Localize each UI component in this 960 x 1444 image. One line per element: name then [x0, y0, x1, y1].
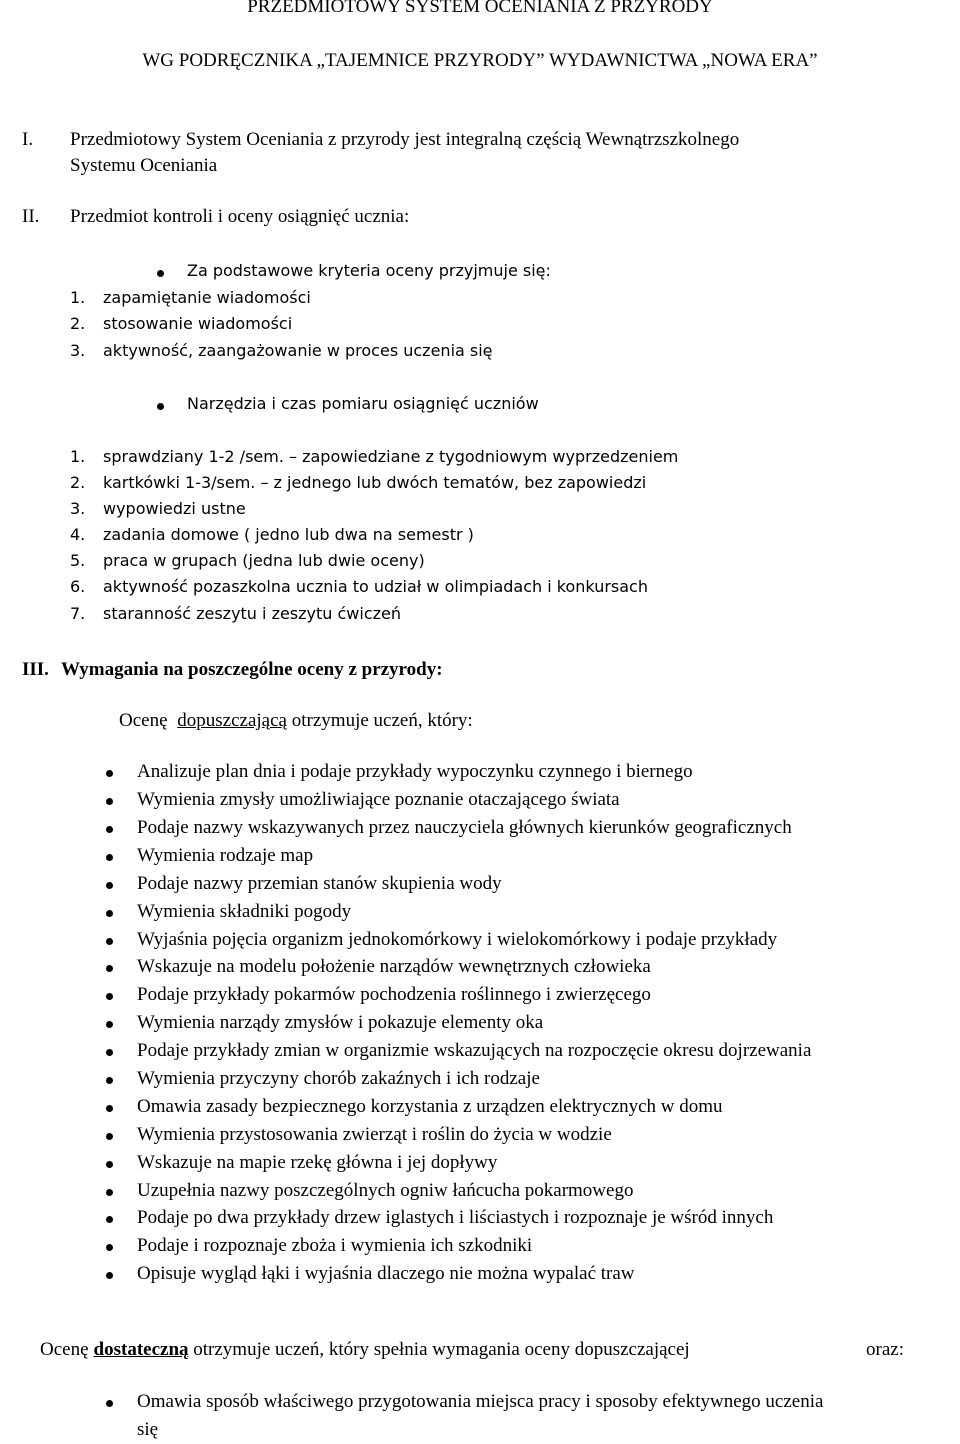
list-item: Podaje po dwa przykłady drzew iglastych i liściastych i rozpoznaje je wśród innych	[137, 1207, 774, 1228]
grade-dostateczna-heading	[40, 1339, 690, 1361]
list-item: Podaje przykłady zmian w organizmie wskazujących na rozpoczęcie okresu dojrzewania	[137, 1040, 812, 1061]
bullet-icon	[157, 270, 164, 277]
section-2-numeral: II.	[22, 206, 40, 227]
bullet-icon	[106, 993, 113, 1000]
bullet-icon	[106, 1216, 113, 1223]
grade-name: dostateczną	[93, 1339, 189, 1360]
list-item: Podaje przykłady pokarmów pochodzenia roślinnego i zwierzęcego	[137, 984, 651, 1005]
list-item: sprawdziany 1-2 /sem. – zapowiedziane z tygodniowym wyprzedzeniem	[103, 447, 679, 466]
bullet-icon	[106, 882, 113, 889]
list-item-number: 1.	[70, 288, 86, 307]
bullet-icon	[106, 1189, 113, 1196]
grade-suffix: otrzymuje uczeń, który spełnia wymagania oceny dopuszczającej	[193, 1339, 690, 1360]
bullet-icon	[106, 938, 113, 945]
grade-suffix: otrzymuje uczeń, który:	[291, 710, 473, 731]
list-item-number: 2.	[70, 314, 86, 333]
list-item: stosowanie wiadomości	[103, 314, 293, 333]
bullet-icon	[157, 403, 164, 410]
list-item: Wskazuje na modelu położenie narządów wewnętrznych człowieka	[137, 956, 651, 977]
list-item: Wskazuje na mapie rzekę główna i jej dopływy	[137, 1152, 498, 1173]
criteria-intro: Za podstawowe kryteria oceny przyjmuje się:	[187, 261, 551, 280]
list-item: zapamiętanie wiadomości	[103, 288, 311, 307]
section-1-text-line1: Przedmiotowy System Oceniania z przyrody jest integralną częścią Wewnątrzszkolnego	[70, 129, 740, 150]
bullet-icon	[106, 826, 113, 833]
section-1-numeral: I.	[22, 129, 34, 150]
bullet-icon	[106, 798, 113, 805]
section-3-heading: Wymagania na poszczególne oceny z przyrody:	[61, 659, 443, 680]
list-item: Podaje nazwy przemian stanów skupienia wody	[137, 873, 502, 894]
list-item-number: 3.	[70, 499, 86, 518]
list-item-number: 6.	[70, 577, 86, 596]
bullet-icon	[106, 965, 113, 972]
list-item: Podaje i rozpoznaje zboża i wymienia ich szkodniki	[137, 1235, 533, 1256]
list-item: zadania domowe ( jedno lub dwa na semestr )	[103, 525, 474, 544]
list-item-number: 4.	[70, 525, 86, 544]
list-item-number: 5.	[70, 551, 86, 570]
list-item: Podaje nazwy wskazywanych przez nauczyciela głównych kierunków geograficznych	[137, 817, 792, 838]
grade-prefix: Ocenę	[40, 1339, 89, 1360]
tools-intro: Narzędzia i czas pomiaru osiągnięć uczniów	[187, 394, 539, 413]
bullet-icon	[106, 1049, 113, 1056]
list-item-number: 2.	[70, 473, 86, 492]
grade-name: dopuszczającą	[177, 710, 287, 731]
page-title: PRZEDMIOTOWY SYSTEM OCENIANIA Z PRZYRODY	[247, 0, 713, 17]
list-item: wypowiedzi ustne	[103, 499, 246, 518]
bullet-icon	[106, 1161, 113, 1168]
list-item: Uzupełnia nazwy poszczególnych ogniw łańcucha pokarmowego	[137, 1180, 634, 1201]
list-item-continuation: się	[137, 1419, 159, 1440]
list-item: praca w grupach (jedna lub dwie oceny)	[103, 551, 425, 570]
list-item: Wymienia składniki pogody	[137, 901, 352, 922]
list-item-number: 1.	[70, 447, 86, 466]
list-item: Wymienia zmysły umożliwiające poznanie otaczającego świata	[137, 789, 620, 810]
list-item: Wymienia narządy zmysłów i pokazuje elementy oka	[137, 1012, 544, 1033]
list-item: Analizuje plan dnia i podaje przykłady wypoczynku czynnego i biernego	[137, 761, 693, 782]
list-item: staranność zeszytu i zeszytu ćwiczeń	[103, 604, 402, 623]
list-item: aktywność pozaszkolna ucznia to udział w olimpiadach i konkursach	[103, 577, 648, 596]
grade-suffix-oraz: oraz:	[866, 1339, 904, 1360]
section-2-heading: Przedmiot kontroli i oceny osiągnięć ucznia:	[70, 206, 410, 227]
list-item: Wyjaśnia pojęcia organizm jednokomórkowy i wielokomórkowy i podaje przykłady	[137, 929, 778, 950]
list-item: Wymienia przystosowania zwierząt i roślin do życia w wodzie	[137, 1124, 612, 1145]
list-item-number: 3.	[70, 341, 86, 360]
list-item: Omawia zasady bezpiecznego korzystania z urządzen elektrycznych w domu	[137, 1096, 723, 1117]
section-1-text-line2: Systemu Oceniania	[70, 155, 218, 176]
list-item: kartkówki 1-3/sem. – z jednego lub dwóch tematów, bez zapowiedzi	[103, 473, 647, 492]
bullet-icon	[106, 1244, 113, 1251]
bullet-icon	[106, 1133, 113, 1140]
list-item: Omawia sposób właściwego przygotowania miejsca pracy i sposoby efektywnego uczenia	[137, 1391, 824, 1412]
bullet-icon	[106, 1077, 113, 1084]
bullet-icon	[106, 770, 113, 777]
bullet-icon	[106, 854, 113, 861]
bullet-icon	[106, 1400, 113, 1407]
bullet-icon	[106, 1021, 113, 1028]
bullet-icon	[106, 1105, 113, 1112]
grade-prefix: Ocenę	[119, 710, 168, 731]
list-item: Wymienia przyczyny chorób zakaźnych i ich rodzaje	[137, 1068, 540, 1089]
list-item-number: 7.	[70, 604, 86, 623]
section-3-numeral: III.	[22, 659, 49, 680]
bullet-icon	[106, 1272, 113, 1279]
list-item: Opisuje wygląd łąki i wyjaśnia dlaczego nie można wypalać traw	[137, 1263, 635, 1284]
list-item: aktywność, zaangażowanie w proces uczenia się	[103, 341, 493, 360]
page-subtitle: WG PODRĘCZNIKA „TAJEMNICE PRZYRODY” WYDAWNICTWA „NOWA ERA”	[142, 50, 818, 71]
list-item: Wymienia rodzaje map	[137, 845, 314, 866]
grade-dopuszczajaca-heading	[119, 710, 473, 732]
bullet-icon	[106, 910, 113, 917]
